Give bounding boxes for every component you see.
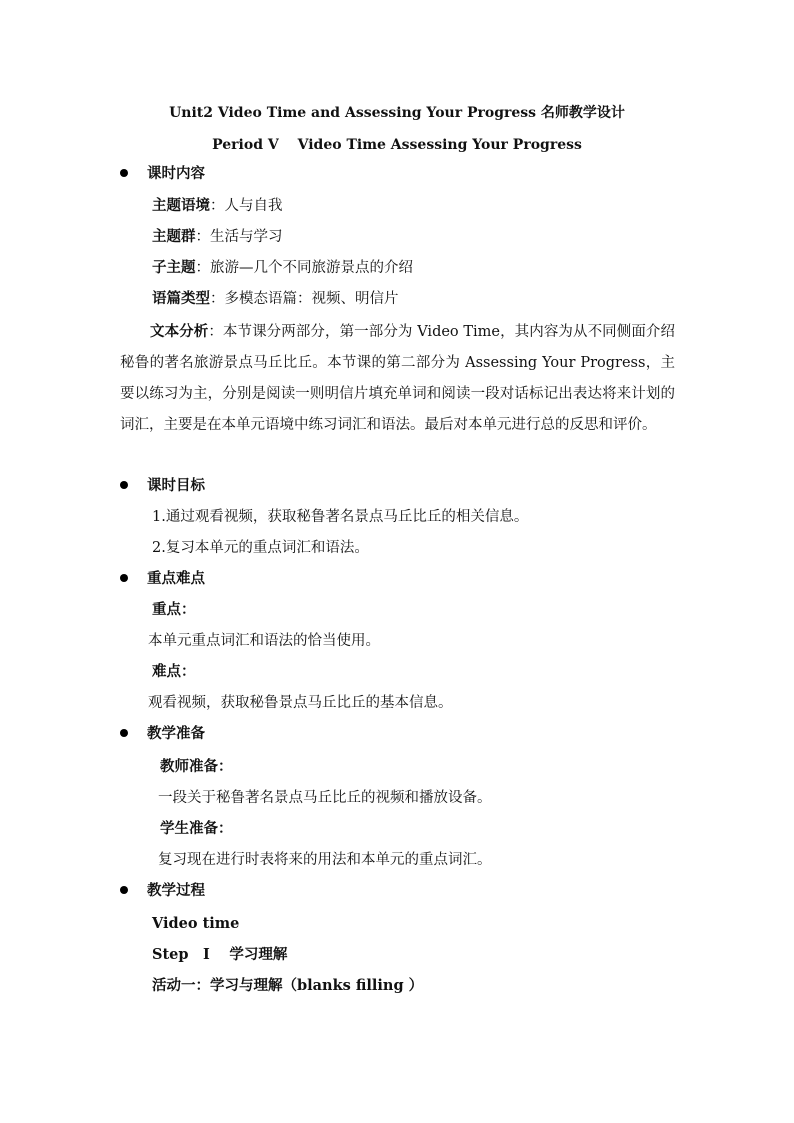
section-lesson-content <box>120 164 205 184</box>
section-heading: 教学过程 <box>147 882 205 899</box>
discourse-type-label: 语篇类型 <box>152 290 210 307</box>
difficulty-text: 观看视频，获取秘鲁景点马丘比丘的基本信息。 <box>148 695 453 711</box>
section-heading: 教学准备 <box>147 725 205 742</box>
bullet-icon <box>120 729 128 737</box>
bullet-icon <box>120 169 128 177</box>
video-time-heading: Video time <box>152 915 240 932</box>
goal-item: 1.通过观看视频，获取秘鲁著名景点马丘比丘的相关信息。 <box>152 509 529 525</box>
section-heading: 课时内容 <box>147 165 205 182</box>
student-prep-label: 学生准备： <box>160 820 233 837</box>
section-preparation <box>120 724 205 744</box>
section-heading: 重点难点 <box>147 570 205 587</box>
theme-context-line <box>152 196 283 216</box>
key-point-label: 重点： <box>152 601 196 618</box>
activity-heading: 活动一：学习与理解（blanks filling ） <box>152 977 424 994</box>
text-analysis-label: 文本分析 <box>150 323 209 340</box>
section-teaching-process <box>120 881 205 901</box>
period-subtitle: Period Ⅴ Video Time Assessing Your Progress <box>212 137 582 153</box>
theme-context-label: 主题语境 <box>152 197 210 214</box>
goal-item: 2.复习本单元的重点词汇和语法。 <box>152 540 369 556</box>
section-key-points <box>120 569 205 589</box>
bullet-icon <box>120 481 128 489</box>
teacher-prep-text: 一段关于秘鲁著名景点马丘比丘的视频和播放设备。 <box>158 790 492 806</box>
student-prep-text: 复习现在进行时表将来的用法和本单元的重点词汇。 <box>158 852 492 868</box>
difficulty-label: 难点： <box>152 663 196 680</box>
key-point-text: 本单元重点词汇和语法的恰当使用。 <box>148 633 380 649</box>
theme-group-label: 主题群 <box>152 228 196 245</box>
text-analysis-text: ：本节课分两部分，第一部分为 Video Time，其内容为从不同侧面介绍秘鲁的著名旅游景点马丘比丘。本节课的第二部分为 Assessing Your Progress，主要以练习为主，分别是阅读一则明信片填充单词和阅读一段对话标记出表达将来计划的词汇，主要是在本单元语境中练习词汇和语法。最后对本单元进行总的反思和评价。 <box>120 324 675 433</box>
sub-theme-value: ：旅游—几个不同旅游景点的介绍 <box>195 260 413 276</box>
text-analysis-paragraph <box>120 316 675 441</box>
step-heading: Step Ⅰ 学习理解 <box>152 946 288 963</box>
teacher-prep-label: 教师准备： <box>160 758 233 775</box>
section-heading: 课时目标 <box>147 477 205 494</box>
sub-theme-label: 子主题 <box>152 259 196 276</box>
theme-context-value: ：人与自我 <box>210 198 283 214</box>
document-title: Unit2 Video Time and Assessing Your Progress 名师教学设计 <box>169 105 625 121</box>
sub-theme-line <box>152 258 413 278</box>
section-lesson-goals <box>120 476 205 496</box>
theme-group-line <box>152 227 283 247</box>
theme-group-value: ：生活与学习 <box>195 229 283 245</box>
bullet-icon <box>120 574 128 582</box>
discourse-type-value: ：多模态语篇：视频、明信片 <box>210 291 399 307</box>
bullet-icon <box>120 886 128 894</box>
discourse-type-line <box>152 289 399 309</box>
